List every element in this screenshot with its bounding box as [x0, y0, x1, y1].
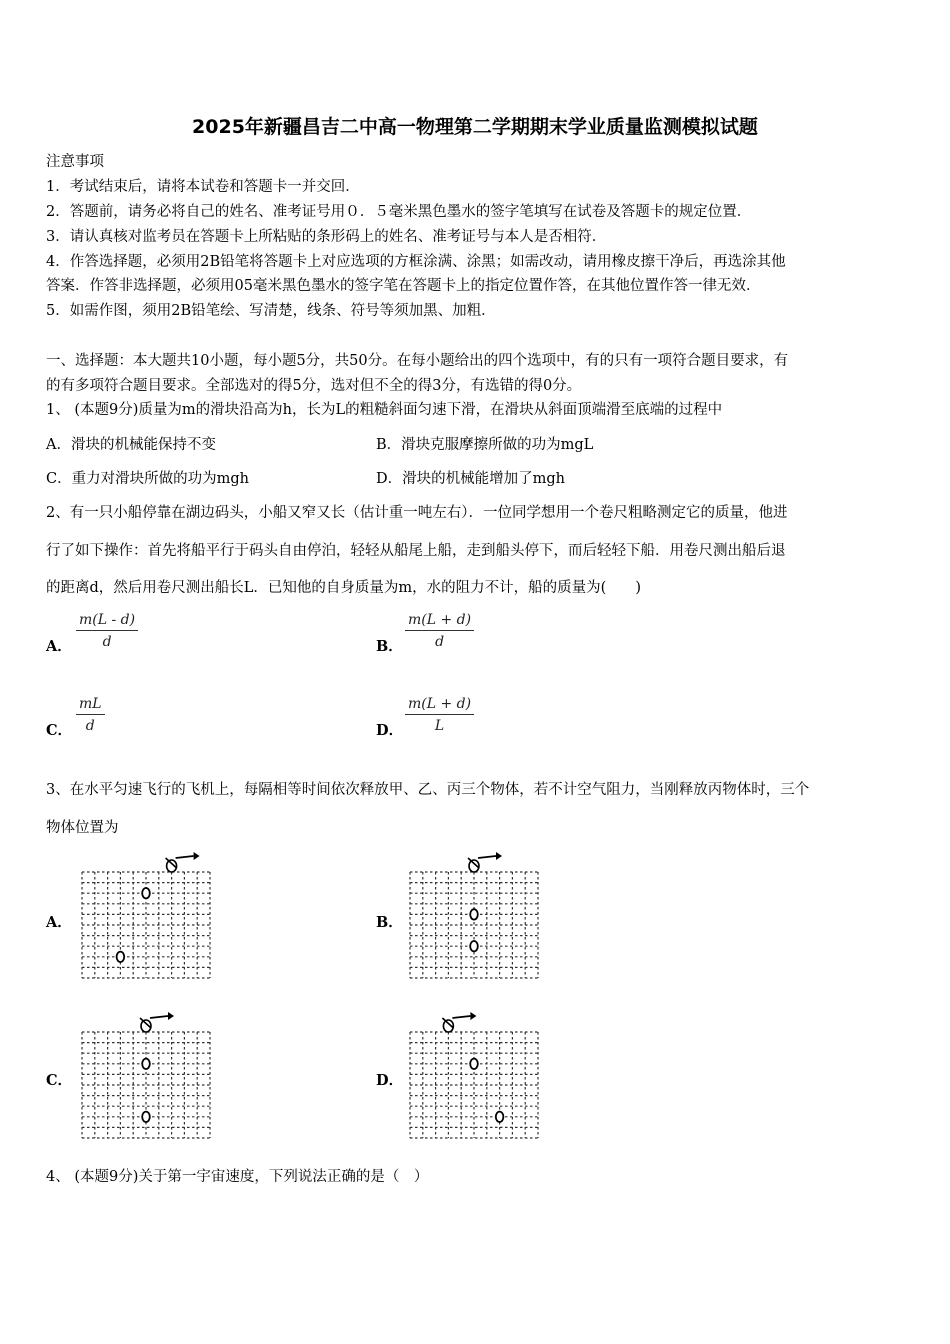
fraction-denominator: d: [102, 634, 112, 650]
q1-stem: 1、 (本题9分)质量为m的滑块沿高为h，长为L的粗糙斜面匀速下滑，在滑块从斜面顶端滑至底端的过程中: [46, 402, 723, 418]
grid-figure: [78, 850, 216, 982]
dotted-grid: [410, 872, 538, 978]
falling-object-icon: [470, 941, 478, 951]
q2-option-d-fraction: [405, 696, 474, 734]
q3-line-2: 物体位置为: [46, 820, 119, 836]
fraction-denominator: d: [85, 718, 95, 734]
q3-option-b-label: B．: [376, 914, 403, 931]
fraction-denominator: L: [434, 718, 445, 734]
q2-line-2: 行了如下操作：首先将船平行于码头自由停泊，轻轻从船尾上船，走到船头停下，而后轻轻下船．用卷尺测出船后退: [46, 543, 786, 559]
q2-option-b-fraction: [405, 612, 474, 650]
notice-item-2: 2．答题前，请务必将自己的姓名、准考证号用０．５毫米黑色墨水的签字笔填写在试卷及答题卡的规定位置．: [46, 204, 752, 220]
notice-item-4-cont: 答案．作答非选择题，必须用05毫米黑色墨水的签字笔在答题卡上的指定位置作答，在其他位置作答一律无效．: [46, 278, 761, 294]
q2-option-c-fraction: [76, 696, 105, 734]
q3-option-c-label: C．: [46, 1072, 73, 1089]
notice-item-5: 5．如需作图，须用2B铅笔绘、写清楚，线条、符号等须加黑、加粗．: [46, 303, 496, 319]
falling-object-icon: [496, 1112, 504, 1122]
notice-item-1: 1．考试结束后，请将本试卷和答题卡一并交回．: [46, 179, 360, 195]
notice-item-3: 3．请认真核对监考员在答题卡上所粘贴的条形码上的姓名、准考证号与本人是否相符．: [46, 229, 607, 245]
airplane-icon: [166, 852, 200, 872]
q3-figure-b: [406, 850, 544, 986]
airplane-icon: [468, 852, 502, 872]
q2-option-a-label: A．: [46, 638, 72, 655]
q3-figure-c: [78, 1010, 216, 1146]
notice-item-4: 4．作答选择题，必须用2B铅笔将答题卡上对应选项的方框涂满、涂黑；如需改动，请用橡皮擦干净后，再选涂其他: [46, 254, 786, 270]
page-title: 2025年新疆昌吉二中高一物理第二学期期末学业质量监测模拟试题: [192, 116, 758, 138]
q2-option-a-fraction: [76, 612, 138, 650]
fraction-denominator: d: [435, 634, 445, 650]
section-line-2: 的有多项符合题目要求。全部选对的得5分，选对但不全的得3分，有选错的得0分。: [46, 378, 582, 394]
grid-figure: [406, 1010, 544, 1142]
falling-object-icon: [470, 1059, 478, 1069]
q3-figure-a: [78, 850, 216, 986]
grid-figure: [78, 1010, 216, 1142]
q2-option-b-label: B．: [376, 638, 403, 655]
section-line-1: 一、选择题：本大题共10小题，每小题5分，共50分。在每小题给出的四个选项中，有的只有一项符合题目要求，有: [46, 353, 789, 369]
falling-object-icon: [142, 888, 150, 898]
falling-object-icon: [117, 952, 125, 962]
airplane-icon: [442, 1012, 476, 1032]
q2-line-1: 2、有一只小船停靠在湖边码头，小船又窄又长（估计重一吨左右）．一位同学想用一个卷尺粗略测定它的质量，他进: [46, 505, 788, 521]
dotted-grid: [410, 1032, 538, 1138]
q1-option-c: C．重力对滑块所做的功为mgh: [46, 471, 249, 487]
q3-line-1: 3、在水平匀速飞行的飞机上，每隔相等时间依次释放甲、乙、丙三个物体，若不计空气阻力，当刚释放丙物体时，三个: [46, 782, 810, 798]
q3-figure-d: [406, 1010, 544, 1146]
q1-option-a: A．滑块的机械能保持不变: [46, 437, 216, 453]
falling-object-icon: [470, 909, 478, 919]
airplane-icon: [140, 1012, 174, 1032]
q2-option-d-label: D．: [376, 722, 404, 739]
q2-line-3: 的距离d，然后用卷尺测出船长L．已知他的自身质量为m，水的阻力不计，船的质量为( ): [46, 580, 641, 596]
q3-option-a-label: A．: [46, 914, 72, 931]
q1-option-d: D．滑块的机械能增加了mgh: [376, 471, 565, 487]
q2-option-c-label: C．: [46, 722, 73, 739]
grid-figure: [406, 850, 544, 982]
falling-object-icon: [142, 1112, 150, 1122]
fraction-numerator: m(L - d): [76, 612, 138, 631]
fraction-numerator: m(L + d): [405, 696, 474, 715]
notice-heading: 注意事项: [46, 154, 104, 170]
q3-option-d-label: D．: [376, 1072, 404, 1089]
fraction-numerator: mL: [76, 696, 105, 715]
fraction-numerator: m(L + d): [405, 612, 474, 631]
q1-option-b: B．滑块克服摩擦所做的功为mgL: [376, 437, 594, 453]
q4-stem: 4、 (本题9分)关于第一宇宙速度，下列说法正确的是（ ）: [46, 1169, 429, 1185]
falling-object-icon: [142, 1059, 150, 1069]
